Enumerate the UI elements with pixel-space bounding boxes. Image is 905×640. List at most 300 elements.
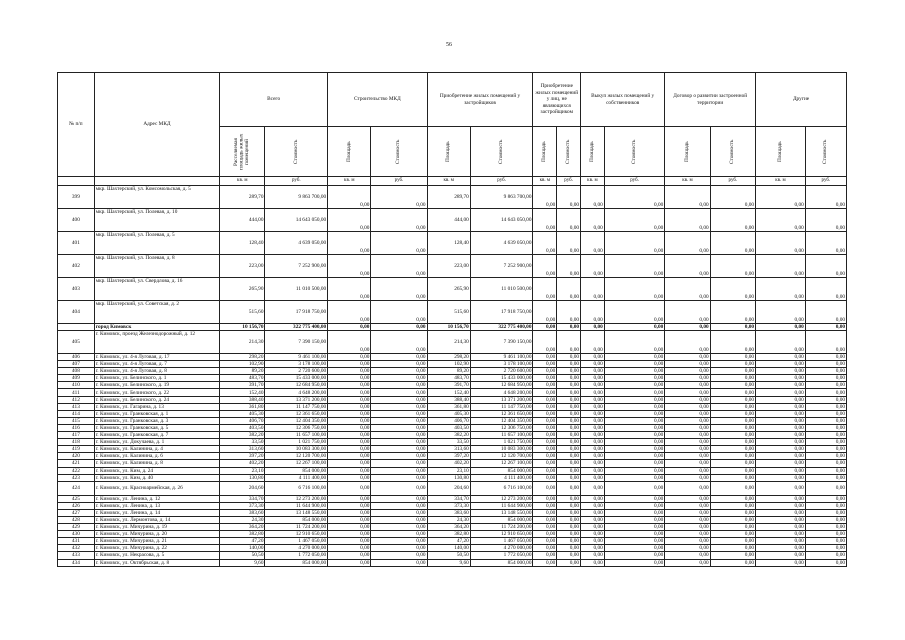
priobr-area: 298,20 — [427, 354, 470, 361]
zero-cell: 0,00 — [557, 389, 581, 396]
row-number: 433 — [58, 552, 95, 559]
zero-cell: 0,00 — [604, 396, 665, 403]
subheader-cell — [805, 127, 846, 177]
header-drugie: Другие — [756, 73, 847, 127]
priobr-cost: 14 643 050,00 — [470, 209, 533, 232]
priobr-cost: 11 657 100,00 — [470, 432, 533, 439]
stroit-cost: 0,00 — [371, 446, 427, 453]
zero-cell: 0,00 — [756, 538, 806, 545]
zero-cell: 0,00 — [756, 324, 806, 331]
zero-cell: 0,00 — [756, 432, 806, 439]
zero-cell: 0,00 — [710, 209, 755, 232]
priobr-area: 406,70 — [427, 417, 470, 424]
zero-cell: 0,00 — [581, 410, 605, 417]
zero-cell: 0,00 — [805, 538, 846, 545]
zero-cell: 0,00 — [604, 375, 665, 382]
stroit-cost: 0,00 — [371, 509, 427, 516]
zero-cell: 0,00 — [604, 559, 665, 566]
row-number: 424 — [58, 481, 95, 495]
zero-cell: 0,00 — [665, 538, 710, 545]
priobr-area: 128,40 — [427, 232, 470, 255]
zero-cell: 0,00 — [710, 375, 755, 382]
priobr-area: 444,00 — [427, 209, 470, 232]
zero-cell: 0,00 — [805, 389, 846, 396]
zero-cell: 0,00 — [581, 453, 605, 460]
zero-cell: 0,00 — [557, 331, 581, 354]
zero-cell: 0,00 — [533, 301, 557, 324]
stroit-cost: 0,00 — [371, 460, 427, 467]
zero-cell: 0,00 — [581, 389, 605, 396]
total-area: 223,00 — [220, 255, 265, 278]
zero-cell: 0,00 — [557, 255, 581, 278]
total-area: 130,80 — [220, 474, 265, 481]
zero-cell: 0,00 — [604, 552, 665, 559]
zero-cell: 0,00 — [805, 255, 846, 278]
zero-cell: 0,00 — [533, 396, 557, 403]
stroit-area: 0,00 — [328, 446, 371, 453]
priobr-cost: 12 267 100,00 — [470, 460, 533, 467]
stroit-cost: 0,00 — [371, 361, 427, 368]
zero-cell: 0,00 — [533, 375, 557, 382]
stroit-cost: 0,00 — [371, 439, 427, 446]
row-address: мкр. Шахтерский, ул. Полевая, д. 10 — [94, 209, 219, 232]
zero-cell: 0,00 — [756, 255, 806, 278]
total-area: 406,70 — [220, 417, 265, 424]
row-address: г. Кимовск, ул. Ленина, д. 14 — [94, 509, 219, 516]
priobr-cost: 854 000,00 — [470, 559, 533, 566]
zero-cell: 0,00 — [581, 324, 605, 331]
row-number: 421 — [58, 460, 95, 467]
priobr-area: 364,20 — [427, 524, 470, 531]
zero-cell: 0,00 — [533, 186, 557, 209]
table-row — [58, 467, 847, 474]
zero-cell: 0,00 — [756, 368, 806, 375]
zero-cell: 0,00 — [533, 509, 557, 516]
zero-cell: 0,00 — [805, 209, 846, 232]
total-area: 388,40 — [220, 396, 265, 403]
stroit-cost: 0,00 — [371, 354, 427, 361]
zero-cell: 0,00 — [533, 474, 557, 481]
zero-cell: 0,00 — [710, 439, 755, 446]
zero-cell: 0,00 — [557, 324, 581, 331]
zero-cell: 0,00 — [665, 232, 710, 255]
zero-cell: 0,00 — [533, 324, 557, 331]
subheader-label: Площадь — [444, 141, 451, 162]
zero-cell: 0,00 — [557, 467, 581, 474]
row-number: 415 — [58, 417, 95, 424]
stroit-area: 0,00 — [328, 186, 371, 209]
zero-cell: 0,00 — [533, 516, 557, 523]
total-cost: 4 648 200,00 — [265, 389, 328, 396]
priobr-area: 47,20 — [427, 538, 470, 545]
total-area: 405,30 — [220, 410, 265, 417]
row-address: г. Кимовск, ул. Гранковская, д. 5 — [94, 424, 219, 431]
zero-cell: 0,00 — [756, 460, 806, 467]
zero-cell: 0,00 — [581, 502, 605, 509]
zero-cell: 0,00 — [805, 453, 846, 460]
stroit-cost: 0,00 — [371, 524, 427, 531]
priobr-cost: 11 724 200,00 — [470, 524, 533, 531]
priobr-cost: 13 371 200,00 — [470, 396, 533, 403]
total-cost: 9 863 700,00 — [265, 186, 328, 209]
zero-cell: 0,00 — [665, 354, 710, 361]
total-cost: 12 120 700,00 — [265, 453, 328, 460]
zero-cell: 0,00 — [665, 446, 710, 453]
stroit-cost: 0,00 — [371, 368, 427, 375]
zero-cell: 0,00 — [665, 559, 710, 566]
total-area: 33,50 — [220, 439, 265, 446]
zero-cell: 0,00 — [710, 509, 755, 516]
table-row — [58, 453, 847, 460]
row-number: 419 — [58, 446, 95, 453]
row-number: 428 — [58, 516, 95, 523]
row-address: г. Кимовск, ул. Белинского, д. 1 — [94, 375, 219, 382]
stroit-area: 0,00 — [328, 552, 371, 559]
zero-cell: 0,00 — [805, 495, 846, 502]
zero-cell: 0,00 — [557, 424, 581, 431]
stroit-cost: 0,00 — [371, 481, 427, 495]
zero-cell: 0,00 — [756, 186, 806, 209]
total-cost: 12 361 650,00 — [265, 410, 328, 417]
priobr-area: 130,80 — [427, 474, 470, 481]
row-number: 410 — [58, 382, 95, 389]
zero-cell: 0,00 — [710, 467, 755, 474]
total-cost: 11 644 900,00 — [265, 502, 328, 509]
zero-cell: 0,00 — [533, 331, 557, 354]
table-row — [58, 331, 847, 354]
priobr-cost: 1 772 050,00 — [470, 552, 533, 559]
stroit-area: 0,00 — [328, 474, 371, 481]
zero-cell: 0,00 — [581, 516, 605, 523]
priobr-area: 223,00 — [427, 255, 470, 278]
priobr-area: 405,30 — [427, 410, 470, 417]
zero-cell: 0,00 — [557, 301, 581, 324]
priobr-area: 313,60 — [427, 446, 470, 453]
zero-cell: 0,00 — [710, 417, 755, 424]
zero-cell: 0,00 — [604, 467, 665, 474]
zero-cell: 0,00 — [805, 481, 846, 495]
zero-cell: 0,00 — [581, 232, 605, 255]
row-number: 404 — [58, 301, 95, 324]
zero-cell: 0,00 — [557, 354, 581, 361]
table-row — [58, 375, 847, 382]
zero-cell: 0,00 — [557, 495, 581, 502]
stroit-area: 0,00 — [328, 424, 371, 431]
stroit-cost: 0,00 — [371, 324, 427, 331]
row-number: 402 — [58, 255, 95, 278]
zero-cell: 0,00 — [557, 502, 581, 509]
zero-cell: 0,00 — [557, 516, 581, 523]
zero-cell: 0,00 — [710, 410, 755, 417]
stroit-cost: 0,00 — [371, 301, 427, 324]
priobr-area: 33,50 — [427, 439, 470, 446]
subheader-cell — [665, 127, 710, 177]
zero-cell: 0,00 — [805, 446, 846, 453]
zero-cell: 0,00 — [710, 186, 755, 209]
housing-table-container — [57, 72, 847, 567]
zero-cell: 0,00 — [581, 538, 605, 545]
total-area: 214,30 — [220, 331, 265, 354]
priobr-cost: 17 918 750,00 — [470, 301, 533, 324]
row-number: 430 — [58, 531, 95, 538]
unit-sqm: кв. м — [427, 177, 470, 186]
zero-cell: 0,00 — [756, 410, 806, 417]
zero-cell: 0,00 — [665, 516, 710, 523]
zero-cell: 0,00 — [665, 509, 710, 516]
row-address: г. Кимовск, ул. 4-я Луговая, д. 7 — [94, 361, 219, 368]
row-number: 416 — [58, 424, 95, 431]
zero-cell: 0,00 — [533, 545, 557, 552]
zero-cell: 0,00 — [557, 396, 581, 403]
row-number: 423 — [58, 474, 95, 481]
priobr-area: 483,70 — [427, 375, 470, 382]
header-priobr-zastr: Приобретение жилых помещений у застройщиков — [427, 73, 533, 127]
stroit-cost: 0,00 — [371, 331, 427, 354]
subheader-cell — [265, 127, 328, 177]
unit-rub: руб. — [805, 177, 846, 186]
zero-cell: 0,00 — [710, 396, 755, 403]
zero-cell: 0,00 — [665, 186, 710, 209]
subheader-label: Стоимость — [395, 139, 402, 164]
zero-cell: 0,00 — [581, 396, 605, 403]
zero-cell: 0,00 — [604, 424, 665, 431]
table-row — [58, 424, 847, 431]
row-number: 422 — [58, 467, 95, 474]
total-cost: 12 267 100,00 — [265, 460, 328, 467]
row-address: мкр. Шахтерский, ул. Советская, д. 2 — [94, 301, 219, 324]
table-row — [58, 460, 847, 467]
zero-cell: 0,00 — [665, 368, 710, 375]
table-row — [58, 354, 847, 361]
subheader-cell — [756, 127, 806, 177]
zero-cell: 0,00 — [710, 481, 755, 495]
zero-cell: 0,00 — [581, 460, 605, 467]
zero-cell: 0,00 — [604, 538, 665, 545]
zero-cell: 0,00 — [604, 255, 665, 278]
zero-cell: 0,00 — [533, 232, 557, 255]
zero-cell: 0,00 — [665, 396, 710, 403]
stroit-cost: 0,00 — [371, 389, 427, 396]
row-address: г. Кимовск, ул. Красноармейская, д. 26 — [94, 481, 219, 495]
total-cost: 11 147 750,00 — [265, 403, 328, 410]
table-row — [58, 255, 847, 278]
zero-cell: 0,00 — [805, 516, 846, 523]
zero-cell: 0,00 — [604, 331, 665, 354]
total-row — [58, 324, 847, 331]
stroit-area: 0,00 — [328, 301, 371, 324]
zero-cell: 0,00 — [710, 446, 755, 453]
zero-cell: 0,00 — [581, 509, 605, 516]
stroit-area: 0,00 — [328, 209, 371, 232]
zero-cell: 0,00 — [557, 232, 581, 255]
priobr-area: 50,50 — [427, 552, 470, 559]
subheader-label: Площадь — [541, 141, 548, 162]
priobr-area: 334,70 — [427, 495, 470, 502]
row-number: 420 — [58, 453, 95, 460]
zero-cell: 0,00 — [557, 559, 581, 566]
subheader-cell — [328, 127, 371, 177]
priobr-cost: 4 639 050,00 — [470, 232, 533, 255]
zero-cell: 0,00 — [557, 524, 581, 531]
zero-cell: 0,00 — [756, 495, 806, 502]
unit-sqm: кв. м — [220, 177, 265, 186]
stroit-area: 0,00 — [328, 439, 371, 446]
zero-cell: 0,00 — [557, 460, 581, 467]
row-address: г. Кимовск, ул. Докучаева, д. 1 — [94, 439, 219, 446]
zero-cell: 0,00 — [805, 502, 846, 509]
priobr-area: 515,60 — [427, 301, 470, 324]
row-number: 405 — [58, 331, 95, 354]
zero-cell: 0,00 — [805, 439, 846, 446]
total-cost: 13 371 200,00 — [265, 396, 328, 403]
row-address: город Кимовск — [94, 324, 219, 331]
zero-cell: 0,00 — [604, 502, 665, 509]
stroit-area: 0,00 — [328, 538, 371, 545]
zero-cell: 0,00 — [665, 467, 710, 474]
zero-cell: 0,00 — [557, 403, 581, 410]
zero-cell: 0,00 — [756, 453, 806, 460]
total-area: 373,30 — [220, 502, 265, 509]
total-area: 403,50 — [220, 424, 265, 431]
total-area: 152,40 — [220, 389, 265, 396]
zero-cell: 0,00 — [756, 389, 806, 396]
stroit-area: 0,00 — [328, 389, 371, 396]
priobr-area: 204,60 — [427, 481, 470, 495]
priobr-area: 403,50 — [427, 424, 470, 431]
total-cost: 1 467 050,00 — [265, 538, 328, 545]
zero-cell: 0,00 — [665, 324, 710, 331]
zero-cell: 0,00 — [604, 354, 665, 361]
zero-cell: 0,00 — [756, 552, 806, 559]
subheader-cell — [371, 127, 427, 177]
total-area: 204,60 — [220, 481, 265, 495]
zero-cell: 0,00 — [665, 474, 710, 481]
zero-cell: 0,00 — [710, 354, 755, 361]
total-area: 128,40 — [220, 232, 265, 255]
zero-cell: 0,00 — [805, 474, 846, 481]
zero-cell: 0,00 — [710, 424, 755, 431]
table-row — [58, 545, 847, 552]
header-stroitelstvo: Строительство МКД — [328, 73, 427, 127]
zero-cell: 0,00 — [557, 186, 581, 209]
total-area: 444,00 — [220, 209, 265, 232]
stroit-cost: 0,00 — [371, 545, 427, 552]
zero-cell: 0,00 — [581, 375, 605, 382]
stroit-area: 0,00 — [328, 331, 371, 354]
zero-cell: 0,00 — [581, 545, 605, 552]
stroit-area: 0,00 — [328, 368, 371, 375]
zero-cell: 0,00 — [604, 403, 665, 410]
stroit-area: 0,00 — [328, 354, 371, 361]
total-cost: 4 639 050,00 — [265, 232, 328, 255]
zero-cell: 0,00 — [710, 331, 755, 354]
total-area: 313,60 — [220, 446, 265, 453]
zero-cell: 0,00 — [557, 382, 581, 389]
row-number: 431 — [58, 538, 95, 545]
zero-cell: 0,00 — [581, 209, 605, 232]
zero-cell: 0,00 — [710, 389, 755, 396]
subheader-cell — [604, 127, 665, 177]
zero-cell: 0,00 — [710, 278, 755, 301]
stroit-cost: 0,00 — [371, 255, 427, 278]
zero-cell: 0,00 — [581, 467, 605, 474]
zero-cell: 0,00 — [533, 531, 557, 538]
zero-cell: 0,00 — [805, 410, 846, 417]
total-cost: 6 716 100,00 — [265, 481, 328, 495]
zero-cell: 0,00 — [665, 417, 710, 424]
table-row — [58, 524, 847, 531]
zero-cell: 0,00 — [805, 331, 846, 354]
zero-cell: 0,00 — [604, 368, 665, 375]
zero-cell: 0,00 — [710, 495, 755, 502]
zero-cell: 0,00 — [581, 255, 605, 278]
total-area: 289,70 — [220, 186, 265, 209]
priobr-cost: 7 252 900,00 — [470, 255, 533, 278]
zero-cell: 0,00 — [557, 439, 581, 446]
table-row — [58, 481, 847, 495]
stroit-cost: 0,00 — [371, 502, 427, 509]
priobr-cost: 9 461 100,00 — [470, 354, 533, 361]
row-address: г. Кимовск, ул. Некрасова, д. 5 — [94, 552, 219, 559]
zero-cell: 0,00 — [665, 481, 710, 495]
table-row — [58, 361, 847, 368]
table-row — [58, 232, 847, 255]
zero-cell: 0,00 — [756, 424, 806, 431]
zero-cell: 0,00 — [581, 432, 605, 439]
zero-cell: 0,00 — [533, 453, 557, 460]
subheader-label: Площадь — [588, 141, 595, 162]
zero-cell: 0,00 — [557, 509, 581, 516]
row-address: г. Кимовск, ул. Гранковская, д. 3 — [94, 417, 219, 424]
priobr-cost: 4 270 000,00 — [470, 545, 533, 552]
row-number: 413 — [58, 403, 95, 410]
zero-cell: 0,00 — [710, 538, 755, 545]
row-address: г. Кимовск, ул. Ким, д. 24 — [94, 467, 219, 474]
zero-cell: 0,00 — [581, 382, 605, 389]
zero-cell: 0,00 — [533, 389, 557, 396]
stroit-cost: 0,00 — [371, 424, 427, 431]
stroit-area: 0,00 — [328, 481, 371, 495]
stroit-area: 0,00 — [328, 324, 371, 331]
unit-rub: руб. — [371, 177, 427, 186]
subheader-cell — [533, 127, 557, 177]
priobr-area: 383,60 — [427, 509, 470, 516]
total-cost: 14 643 050,00 — [265, 209, 328, 232]
row-address: г. Кимовск, ул. Гагарина, д. 13 — [94, 403, 219, 410]
zero-cell: 0,00 — [533, 354, 557, 361]
subheader-cell — [220, 127, 265, 177]
stroit-cost: 0,00 — [371, 538, 427, 545]
subheader-cell — [710, 127, 755, 177]
unit-sqm: кв. м — [665, 177, 710, 186]
total-area: 383,60 — [220, 509, 265, 516]
priobr-cost: 322 775 400,00 — [470, 324, 533, 331]
row-number: 412 — [58, 396, 95, 403]
table-row — [58, 446, 847, 453]
zero-cell: 0,00 — [756, 474, 806, 481]
unit-sqm: кв. м — [533, 177, 557, 186]
units-cell — [94, 177, 219, 186]
stroit-area: 0,00 — [328, 502, 371, 509]
priobr-area: 214,30 — [427, 331, 470, 354]
priobr-cost: 1 021 750,00 — [470, 439, 533, 446]
zero-cell: 0,00 — [533, 209, 557, 232]
stroit-area: 0,00 — [328, 232, 371, 255]
row-address: г. Кимовск, ул. 4-я Луговая, д. 8 — [94, 368, 219, 375]
zero-cell: 0,00 — [533, 467, 557, 474]
zero-cell: 0,00 — [604, 417, 665, 424]
stroit-area: 0,00 — [328, 516, 371, 523]
